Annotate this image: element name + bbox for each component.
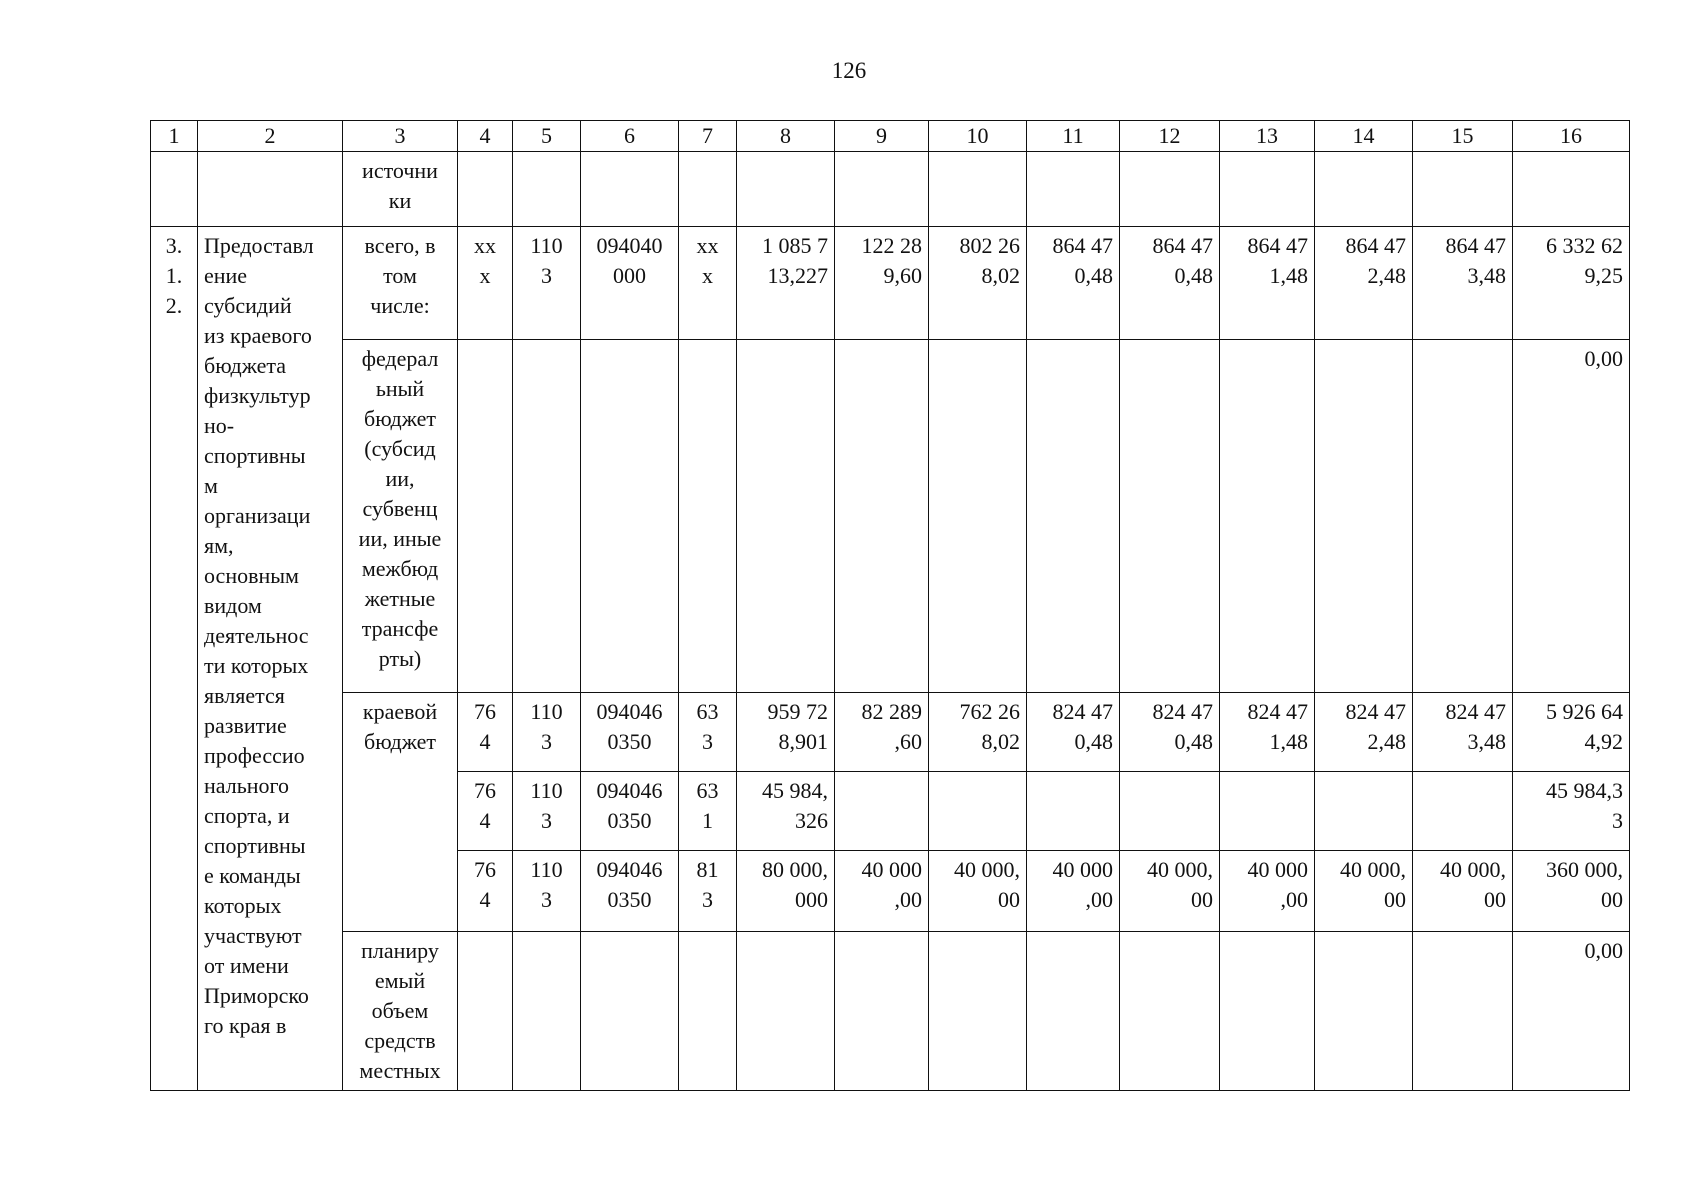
- column-number-row: [151, 121, 1630, 152]
- table-cell: 40 000, 00: [1315, 851, 1413, 932]
- item-name-cell: Предоставл ение субсидий из краевого бюджета физкультур но- спортивны м организаци ям, основным видом деятельнос ти которых является развитие профессио нального спорта, и спортивны е команды которых участвуют от имени Приморско го края в: [198, 227, 343, 1091]
- header-cell: 7: [679, 121, 737, 152]
- table-cell: [929, 932, 1027, 1091]
- table-cell: [1220, 152, 1315, 227]
- table-cell: [929, 772, 1027, 851]
- table-cell: [513, 152, 581, 227]
- table-cell: 1 085 7 13,227: [737, 227, 835, 340]
- table-cell: 76 4: [458, 851, 513, 932]
- table-cell: [198, 152, 343, 227]
- table-cell: [1120, 932, 1220, 1091]
- table-row-planned: [151, 932, 1630, 1091]
- table-cell: 824 47 1,48: [1220, 693, 1315, 772]
- table-row-regional: [151, 693, 1630, 772]
- table-cell: [1413, 932, 1513, 1091]
- source-label-cell: федерал ьный бюджет (субсид ии, субвенц ии, иные межбюд жетные трансфе рты): [343, 340, 458, 693]
- table-cell: [1027, 340, 1120, 693]
- table-cell: [1315, 340, 1413, 693]
- table-cell: [458, 932, 513, 1091]
- header-cell: 8: [737, 121, 835, 152]
- table-cell: 0,00: [1513, 340, 1630, 693]
- source-label-cell: источни ки: [343, 152, 458, 227]
- table-cell: [737, 932, 835, 1091]
- table-cell: хх х: [679, 227, 737, 340]
- table-cell: 6 332 62 9,25: [1513, 227, 1630, 340]
- table-cell: 76 4: [458, 693, 513, 772]
- header-cell: 15: [1413, 121, 1513, 152]
- table-cell: 110 3: [513, 772, 581, 851]
- table-cell: 5 926 64 4,92: [1513, 693, 1630, 772]
- table-cell: [679, 932, 737, 1091]
- table-cell: 802 26 8,02: [929, 227, 1027, 340]
- header-cell: 12: [1120, 121, 1220, 152]
- table-cell: [1027, 152, 1120, 227]
- header-cell: 5: [513, 121, 581, 152]
- table-cell: 864 47 0,48: [1027, 227, 1120, 340]
- table-row-sources: [151, 152, 1630, 227]
- header-cell: 3: [343, 121, 458, 152]
- table-cell: 094046 0350: [581, 851, 679, 932]
- table-cell: 864 47 1,48: [1220, 227, 1315, 340]
- table-cell: [458, 340, 513, 693]
- table-cell: [835, 340, 929, 693]
- table-cell: 45 984,3 3: [1513, 772, 1630, 851]
- source-label-cell: всего, в том числе:: [343, 227, 458, 340]
- table-cell: [1027, 772, 1120, 851]
- table-cell: 40 000, 00: [1413, 851, 1513, 932]
- table-cell: [929, 340, 1027, 693]
- table-cell: 45 984, 326: [737, 772, 835, 851]
- table-cell: [581, 152, 679, 227]
- table-cell: 40 000, 00: [929, 851, 1027, 932]
- table-cell: 824 47 2,48: [1315, 693, 1413, 772]
- table-cell: [151, 152, 198, 227]
- table-cell: 824 47 3,48: [1413, 693, 1513, 772]
- table-cell: [737, 340, 835, 693]
- table-cell: 094046 0350: [581, 772, 679, 851]
- table-cell: [835, 152, 929, 227]
- table-cell: 824 47 0,48: [1027, 693, 1120, 772]
- table-cell: [458, 152, 513, 227]
- table-cell: 40 000 ,00: [1220, 851, 1315, 932]
- table-cell: 094040 000: [581, 227, 679, 340]
- table-cell: [929, 152, 1027, 227]
- table-cell: 0,00: [1513, 932, 1630, 1091]
- table-cell: [1413, 340, 1513, 693]
- table-cell: 40 000, 00: [1120, 851, 1220, 932]
- table-cell: [1220, 932, 1315, 1091]
- table-row-total: [151, 227, 1630, 340]
- table-cell: [737, 152, 835, 227]
- header-cell: 14: [1315, 121, 1413, 152]
- table-cell: [1413, 152, 1513, 227]
- header-cell: 13: [1220, 121, 1315, 152]
- table-cell: 110 3: [513, 851, 581, 932]
- page-number: 126: [831, 58, 867, 83]
- table-cell: [513, 340, 581, 693]
- header-cell: 11: [1027, 121, 1120, 152]
- table-cell: 122 28 9,60: [835, 227, 929, 340]
- table-cell: [581, 340, 679, 693]
- table-cell: 110 3: [513, 693, 581, 772]
- header-cell: 2: [198, 121, 343, 152]
- table-cell: 864 47 3,48: [1413, 227, 1513, 340]
- table-cell: [679, 340, 737, 693]
- table-cell: 824 47 0,48: [1120, 693, 1220, 772]
- table-cell: [679, 152, 737, 227]
- table-cell: [513, 932, 581, 1091]
- header-cell: 9: [835, 121, 929, 152]
- header-cell: 10: [929, 121, 1027, 152]
- header-cell: 16: [1513, 121, 1630, 152]
- table-cell: 360 000, 00: [1513, 851, 1630, 932]
- table-cell: [835, 772, 929, 851]
- table-cell: 63 1: [679, 772, 737, 851]
- table-cell: 80 000, 000: [737, 851, 835, 932]
- source-label-cell: краевой бюджет: [343, 693, 458, 932]
- header-cell: 4: [458, 121, 513, 152]
- table-cell: [1220, 340, 1315, 693]
- source-label-cell: планиру емый объем средств местных: [343, 932, 458, 1091]
- table-cell: хх х: [458, 227, 513, 340]
- table-row-federal: [151, 340, 1630, 693]
- header-cell: 6: [581, 121, 679, 152]
- table-cell: [1120, 340, 1220, 693]
- table-cell: [1027, 932, 1120, 1091]
- table-cell: [1220, 772, 1315, 851]
- table-cell: [835, 932, 929, 1091]
- table-cell: 094046 0350: [581, 693, 679, 772]
- table-cell: 959 72 8,901: [737, 693, 835, 772]
- table-cell: 762 26 8,02: [929, 693, 1027, 772]
- table-cell: [581, 932, 679, 1091]
- header-cell: 1: [151, 121, 198, 152]
- table-cell: [1315, 932, 1413, 1091]
- table-cell: 40 000 ,00: [835, 851, 929, 932]
- table-cell: [1315, 772, 1413, 851]
- table-cell: [1120, 772, 1220, 851]
- table-cell: 864 47 2,48: [1315, 227, 1413, 340]
- item-index-cell: 3. 1. 2.: [151, 227, 198, 1091]
- table-cell: 76 4: [458, 772, 513, 851]
- table-cell: [1413, 772, 1513, 851]
- table-cell: 82 289 ,60: [835, 693, 929, 772]
- table-cell: [1513, 152, 1630, 227]
- table-cell: 63 3: [679, 693, 737, 772]
- table-cell: 864 47 0,48: [1120, 227, 1220, 340]
- table-cell: [1120, 152, 1220, 227]
- table-cell: [1315, 152, 1413, 227]
- table-cell: 81 3: [679, 851, 737, 932]
- table-cell: 110 3: [513, 227, 581, 340]
- table-cell: 40 000 ,00: [1027, 851, 1120, 932]
- budget-table: [150, 120, 1630, 1091]
